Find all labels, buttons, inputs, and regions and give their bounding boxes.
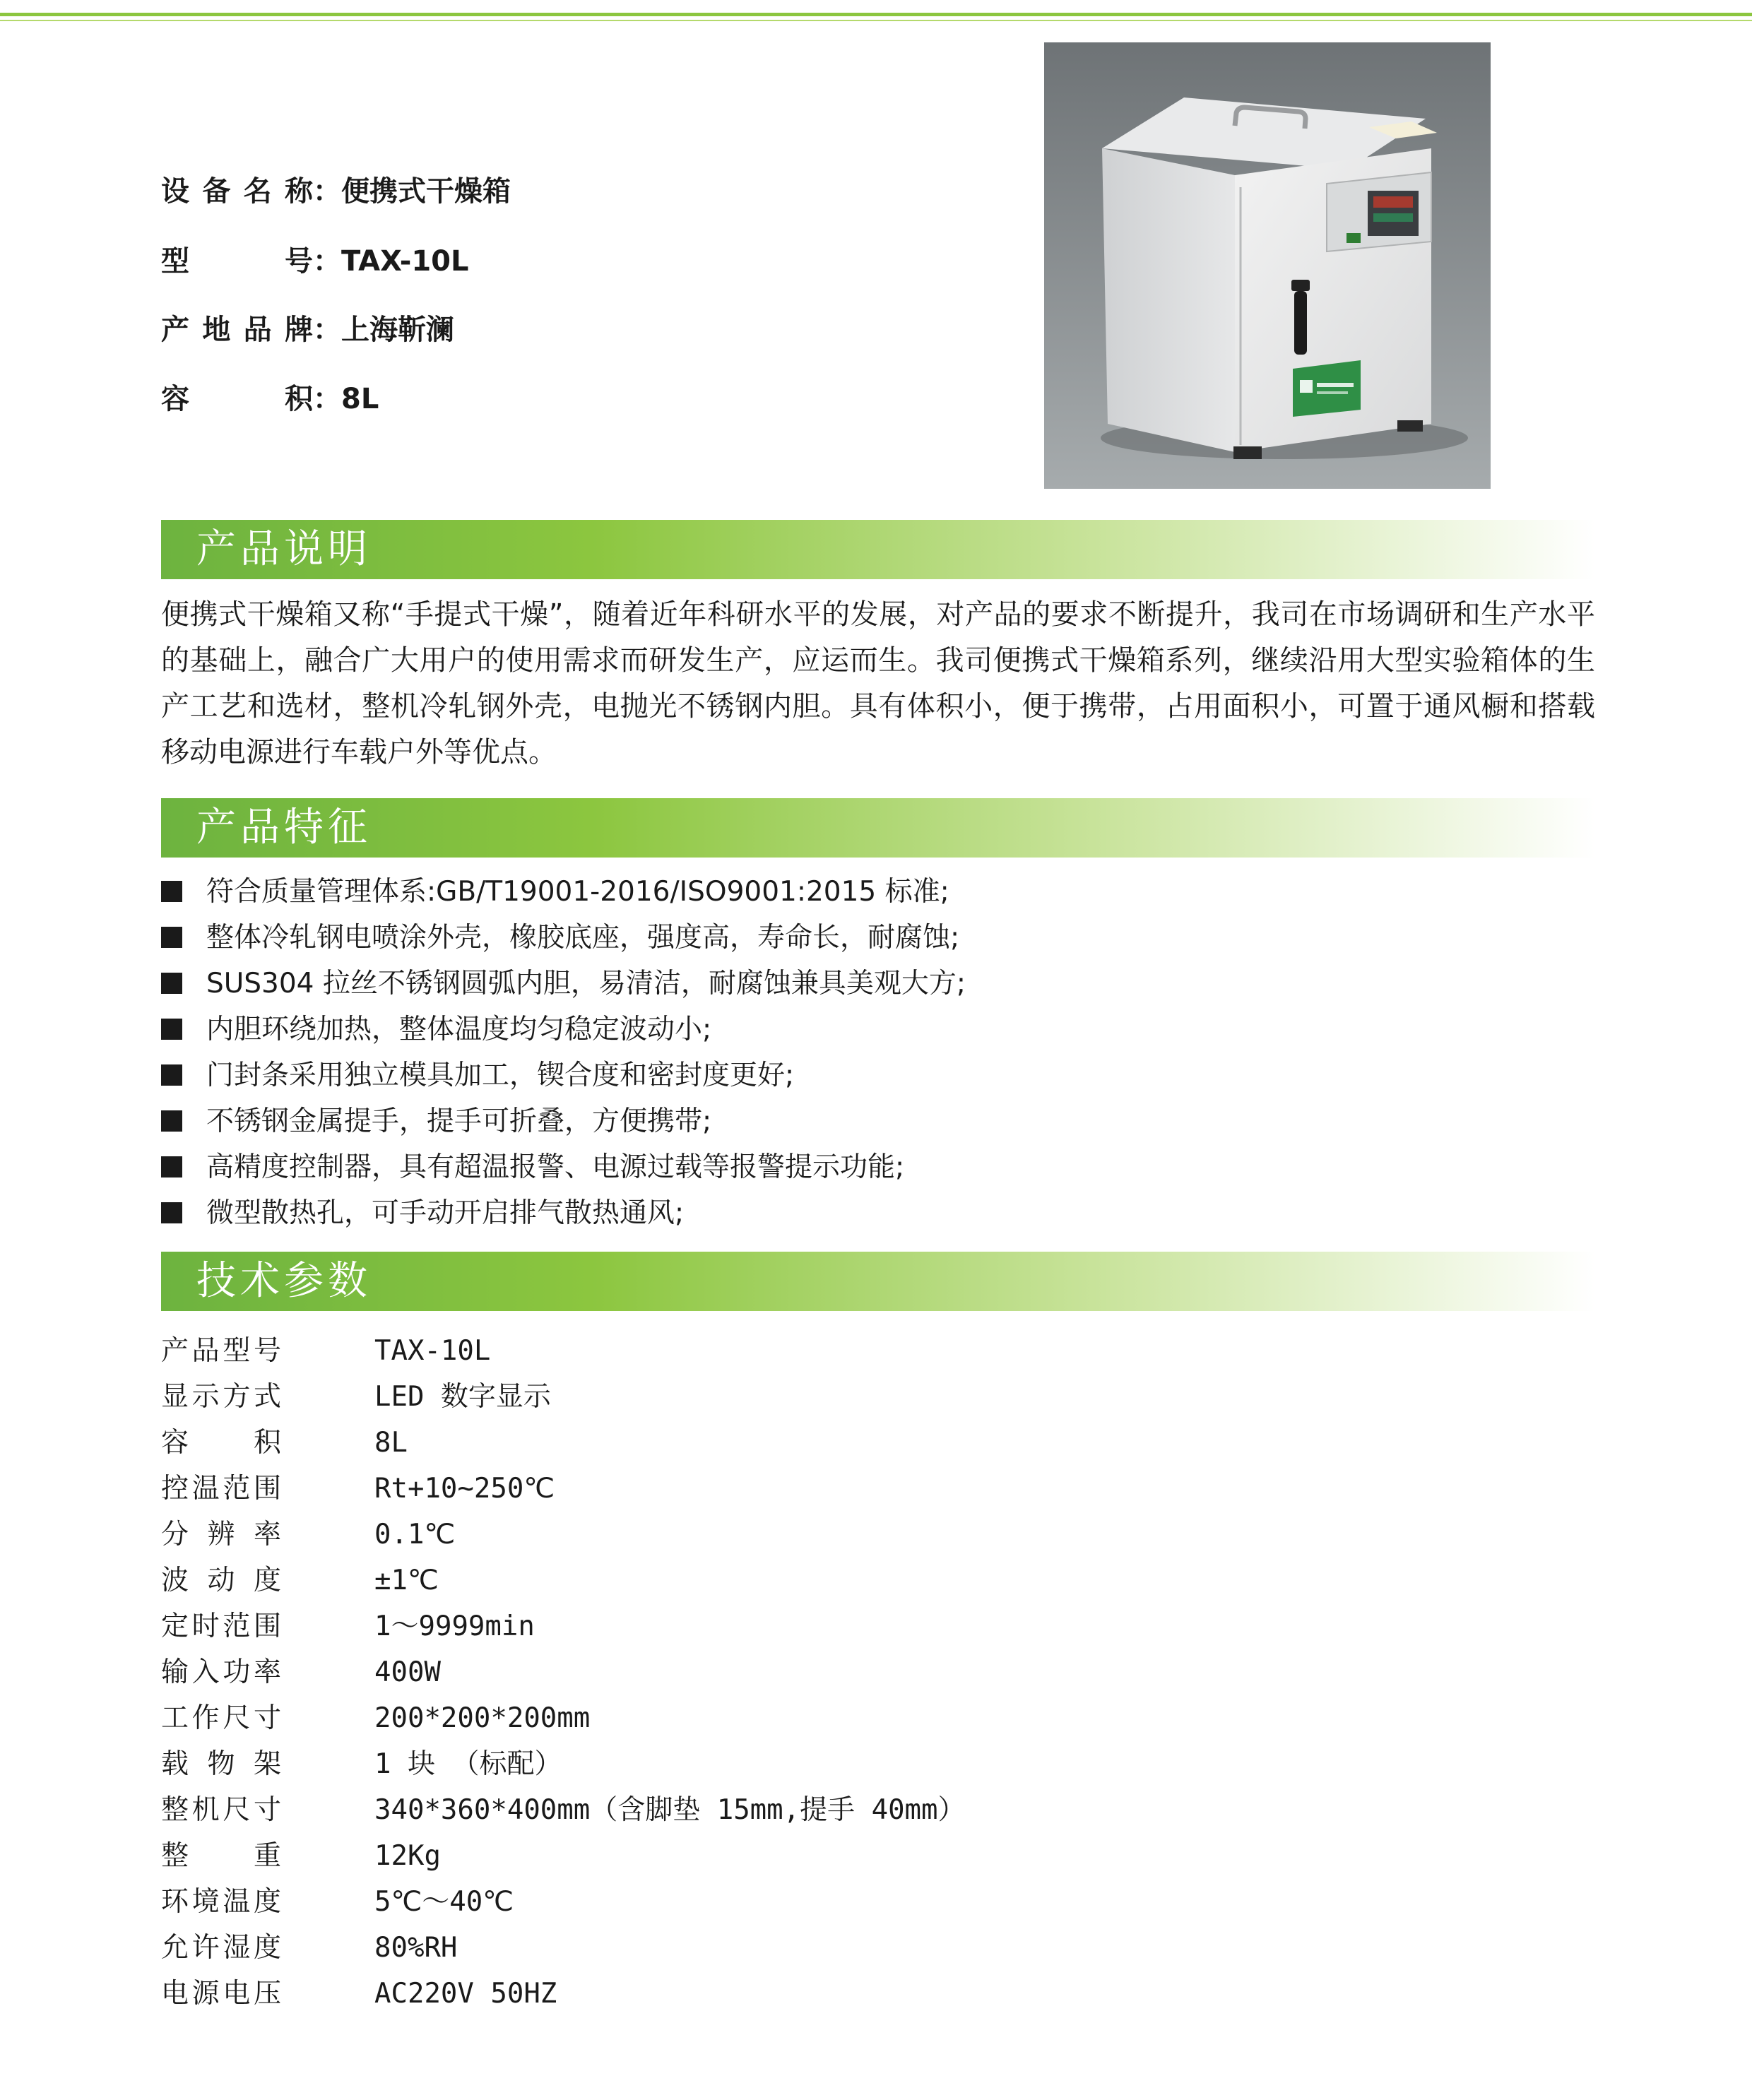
spec-value: ±1℃ bbox=[374, 1565, 439, 1596]
product-description: 便携式干燥箱又称“手提式干燥”，随着近年科研水平的发展，对产品的要求不断提升，我司在市场调研和生产水平的基础上，融合广大用户的使用需求而研发生产，应运而生。我司便携式干燥箱系列，继续沿用大型实验箱体的生产工艺和选材，整机冷轧钢外壳，电抛光不锈钢内胆。具有体积小，便于携带，占用面积小，可置于通风橱和搭载移动电源进行车载户外等优点。 bbox=[161, 598, 1595, 769]
feature-text: 内胆环绕加热，整体温度均匀稳定波动小; bbox=[206, 1014, 712, 1045]
section-header-features bbox=[161, 798, 1595, 858]
spec-key: 定时范围 bbox=[161, 1610, 281, 1642]
info-label: 产地品牌 bbox=[161, 314, 313, 346]
square-bullet-icon bbox=[161, 1110, 182, 1132]
spec-row bbox=[161, 1741, 1595, 1787]
feature-text: 符合质量管理体系:GB/T19001-2016/ISO9001:2015 标准; bbox=[206, 876, 949, 908]
info-model bbox=[161, 240, 468, 283]
feature-item bbox=[161, 1190, 1595, 1236]
spec-key: 容积 bbox=[161, 1427, 281, 1459]
section-title: 技术参数 bbox=[196, 1258, 372, 1304]
feature-item bbox=[161, 961, 1595, 1007]
spec-row bbox=[161, 1971, 1595, 2017]
feature-item bbox=[161, 1144, 1595, 1190]
feature-text: 整体冷轧钢电喷涂外壳，橡胶底座，强度高，寿命长，耐腐蚀; bbox=[206, 922, 960, 954]
spec-value: 1～9999min bbox=[374, 1610, 535, 1642]
info-value: 8L bbox=[341, 383, 379, 415]
product-photo bbox=[1044, 42, 1491, 489]
spec-row bbox=[161, 1833, 1595, 1879]
spec-row bbox=[161, 1420, 1595, 1466]
info-label: 容积 bbox=[161, 383, 313, 415]
info-device-name bbox=[161, 170, 511, 213]
spec-row bbox=[161, 1649, 1595, 1695]
feature-text: 不锈钢金属提手，提手可折叠，方便携带; bbox=[206, 1105, 712, 1137]
spec-key: 产品型号 bbox=[161, 1335, 281, 1367]
info-label: 型号 bbox=[161, 245, 313, 278]
info-colon: ： bbox=[313, 175, 341, 208]
info-value: TAX-10L bbox=[341, 245, 469, 278]
spec-row bbox=[161, 1787, 1595, 1833]
spec-value: 340*360*400mm（含脚垫 15mm,提手 40mm） bbox=[374, 1794, 966, 1826]
spec-row bbox=[161, 1512, 1595, 1558]
section-title: 产品特征 bbox=[196, 805, 372, 850]
feature-item bbox=[161, 869, 1595, 915]
feature-item bbox=[161, 1052, 1595, 1098]
spec-value: TAX-10L bbox=[374, 1335, 491, 1367]
feature-list bbox=[161, 869, 1595, 1236]
info-colon: ： bbox=[313, 314, 341, 346]
spec-value: 12Kg bbox=[374, 1840, 441, 1872]
feature-item bbox=[161, 1007, 1595, 1052]
spec-value: 0.1℃ bbox=[374, 1519, 456, 1550]
section-header-specs bbox=[161, 1252, 1595, 1311]
spec-row bbox=[161, 1466, 1595, 1512]
square-bullet-icon bbox=[161, 927, 182, 948]
info-colon: ： bbox=[313, 383, 341, 415]
square-bullet-icon bbox=[161, 973, 182, 994]
spec-key: 整重 bbox=[161, 1840, 281, 1872]
info-label: 设备名称 bbox=[161, 175, 313, 208]
info-colon: ： bbox=[313, 245, 341, 278]
top-rule-line-thin bbox=[0, 20, 1752, 21]
spec-key: 输入功率 bbox=[161, 1656, 281, 1688]
spec-value: 80%RH bbox=[374, 1932, 458, 1964]
info-origin-brand bbox=[161, 309, 454, 351]
section-title: 产品说明 bbox=[196, 526, 372, 572]
square-bullet-icon bbox=[161, 1019, 182, 1040]
spec-row bbox=[161, 1925, 1595, 1971]
section-header-description bbox=[161, 520, 1595, 579]
square-bullet-icon bbox=[161, 1156, 182, 1177]
feature-item bbox=[161, 915, 1595, 961]
spec-value: AC220V 50HZ bbox=[374, 1978, 557, 2010]
spec-value: 200*200*200mm bbox=[374, 1702, 591, 1734]
feature-text: SUS304 拉丝不锈钢圆弧内胆，易清洁，耐腐蚀兼具美观大方; bbox=[206, 968, 966, 999]
feature-text: 门封条采用独立模具加工，锲合度和密封度更好; bbox=[206, 1060, 795, 1091]
spec-value: Rt+10~250℃ bbox=[374, 1473, 555, 1505]
spec-key: 分辨率 bbox=[161, 1519, 281, 1550]
square-bullet-icon bbox=[161, 1202, 182, 1223]
spec-key: 工作尺寸 bbox=[161, 1702, 281, 1734]
square-bullet-icon bbox=[161, 1064, 182, 1086]
info-value: 便携式干燥箱 bbox=[341, 175, 511, 208]
spec-row bbox=[161, 1879, 1595, 1925]
spec-value: 1 块 （标配） bbox=[374, 1748, 562, 1780]
feature-text: 高精度控制器，具有超温报警、电源过载等报警提示功能; bbox=[206, 1151, 905, 1183]
spec-table bbox=[161, 1328, 1595, 2017]
spec-key: 波动度 bbox=[161, 1565, 281, 1596]
spec-key: 载物架 bbox=[161, 1748, 281, 1780]
spec-value: 400W bbox=[374, 1656, 441, 1688]
spec-row bbox=[161, 1695, 1595, 1741]
spec-value: LED 数字显示 bbox=[374, 1381, 551, 1413]
square-bullet-icon bbox=[161, 881, 182, 902]
spec-key: 允许湿度 bbox=[161, 1932, 281, 1964]
spec-value: 5℃～40℃ bbox=[374, 1886, 514, 1918]
spec-key: 显示方式 bbox=[161, 1381, 281, 1413]
spec-row bbox=[161, 1558, 1595, 1603]
feature-text: 微型散热孔，可手动开启排气散热通风; bbox=[206, 1197, 685, 1229]
spec-row bbox=[161, 1603, 1595, 1649]
feature-item bbox=[161, 1098, 1595, 1144]
spec-key: 环境温度 bbox=[161, 1886, 281, 1918]
spec-key: 整机尺寸 bbox=[161, 1794, 281, 1826]
spec-value: 8L bbox=[374, 1427, 408, 1459]
spec-row bbox=[161, 1328, 1595, 1374]
info-volume bbox=[161, 378, 379, 420]
spec-key: 电源电压 bbox=[161, 1978, 281, 2010]
spec-key: 控温范围 bbox=[161, 1473, 281, 1505]
info-value: 上海靳澜 bbox=[341, 314, 454, 346]
top-rule-line bbox=[0, 13, 1752, 16]
spec-row bbox=[161, 1374, 1595, 1420]
